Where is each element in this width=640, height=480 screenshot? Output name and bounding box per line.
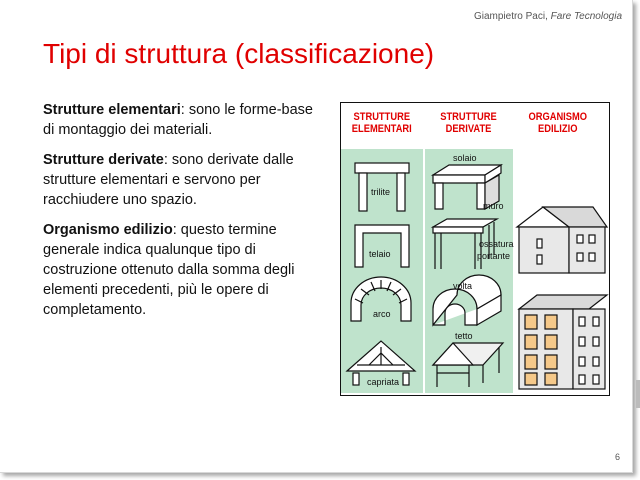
text-elementari: : sono le forme-base di montaggio dei materiali. <box>43 102 313 138</box>
label-ossatura-line2: portante <box>477 251 511 261</box>
heading-col3-line1: ORGANISMO <box>528 111 588 124</box>
page-number: 6 <box>614 452 620 462</box>
label-volta: volta <box>453 281 473 291</box>
text-derivate: : sono derivate dalle strutture elementari e servono per racchiudere uno spazio. <box>43 152 294 208</box>
heading-col1-line1: STRUTTURE <box>353 111 411 124</box>
text-organismo: : questo termine generale indica qualunque tipo di costruzione ottenuto dalla somma degli elementi precedenti, più le opere di completamento. <box>43 222 295 318</box>
heading-col3-line2: EDILIZIO <box>538 123 578 136</box>
structure-figure <box>340 102 610 396</box>
scrollbar-thumb[interactable] <box>636 380 640 408</box>
paragraph-organismo <box>43 220 328 320</box>
heading-col2-line1: STRUTTURE <box>440 111 497 124</box>
term-elementari: Strutture elementari <box>43 102 181 118</box>
heading-col2-line2: DERIVATE <box>445 123 492 136</box>
house-illustration <box>517 207 607 273</box>
label-trilite: trilite <box>371 187 391 197</box>
header-book: Fare Tecnologia <box>550 11 622 22</box>
building-illustration <box>519 295 607 389</box>
label-solaio: solaio <box>453 153 477 163</box>
term-derivate: Strutture derivate <box>43 152 164 168</box>
label-telaio: telaio <box>369 249 391 259</box>
paragraph-elementari <box>43 100 328 140</box>
term-organismo: Organismo edilizio <box>43 222 173 238</box>
heading-col1-line2: ELEMENTARI <box>351 123 412 136</box>
paragraph-derivate <box>43 150 328 210</box>
label-capriata: capriata <box>367 377 400 387</box>
label-ossatura-line1: ossatura <box>479 239 514 249</box>
header-author: Giampietro Paci, <box>473 11 551 22</box>
label-tetto: tetto <box>455 331 473 341</box>
structure-illustration <box>341 103 609 395</box>
body-text <box>43 100 328 330</box>
page-title: Tipi di struttura (classificazione) <box>43 38 435 69</box>
label-arco: arco <box>373 309 391 319</box>
label-muro: muro <box>483 201 504 211</box>
slide-header <box>474 11 622 22</box>
